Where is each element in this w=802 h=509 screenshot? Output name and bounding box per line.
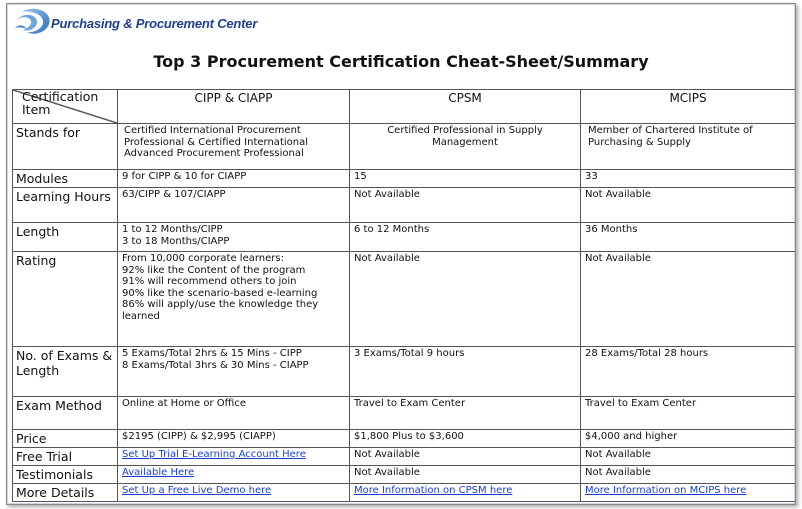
table-cell — [350, 484, 581, 502]
testimonials-link[interactable]: Available Here — [122, 467, 195, 478]
table-cell: Not Available — [350, 252, 581, 347]
row-label: Testimonials — [13, 466, 118, 484]
free-trial-link[interactable]: Set Up Trial E-Learning Account Here — [122, 449, 306, 460]
table-cell: 9 for CIPP & 10 for CIAPP — [118, 170, 350, 188]
logo[interactable] — [13, 6, 273, 40]
table-cell: 6 to 12 Months — [350, 223, 581, 252]
table-cell: Not Available — [581, 188, 796, 223]
table-cell: 33 — [581, 170, 796, 188]
row-label: No. of Exams & Length — [13, 347, 118, 397]
row-label: Rating — [13, 252, 118, 347]
table-cell: Not Available — [350, 466, 581, 484]
column-header-cpsm: CPSM — [350, 90, 581, 124]
row-label: Price — [13, 430, 118, 448]
table-cell: Not Available — [581, 252, 796, 347]
table-cell: Travel to Exam Center — [581, 397, 796, 430]
table-row — [13, 430, 796, 448]
mcips-info-link[interactable]: More Information on MCIPS here — [585, 485, 747, 496]
table-cell — [118, 466, 350, 484]
cpsm-info-link[interactable]: More Information on CPSM here — [354, 485, 513, 496]
row-label: Modules — [13, 170, 118, 188]
row-label: Stands for — [13, 124, 118, 170]
row-label: Free Trial — [13, 448, 118, 466]
table-row — [13, 347, 796, 397]
table-cell: 1 to 12 Months/CIPP 3 to 18 Months/CIAPP — [118, 223, 350, 252]
table-cell: Not Available — [581, 448, 796, 466]
table-row — [13, 170, 796, 188]
table-cell: Certified Professional in Supply Management — [350, 124, 581, 170]
comparison-table — [12, 89, 796, 502]
table-row — [13, 397, 796, 430]
table-cell: $1,800 Plus to $3,600 — [350, 430, 581, 448]
table-cell: Not Available — [350, 448, 581, 466]
table-cell: From 10,000 corporate learners: 92% like the Content of the program 91% will recommend others to join 90% like the scenario-based e-learning 86% will apply/use the knowledge they learned — [118, 252, 350, 347]
table-cell: 28 Exams/Total 28 hours — [581, 347, 796, 397]
table-row — [13, 188, 796, 223]
table-cell: 5 Exams/Total 2hrs & 15 Mins - CIPP 8 Exams/Total 3hrs & 30 Mins - CIAPP — [118, 347, 350, 397]
table-cell: Member of Chartered Institute of Purchasing & Supply — [581, 124, 796, 170]
logo-text: Purchasing & Procurement Center — [51, 15, 258, 31]
free-demo-link[interactable]: Set Up a Free Live Demo here — [122, 485, 272, 496]
table-row — [13, 448, 796, 466]
row-label: Learning Hours — [13, 188, 118, 223]
table-cell: 36 Months — [581, 223, 796, 252]
document-frame — [6, 3, 796, 505]
table-cell: 3 Exams/Total 9 hours — [350, 347, 581, 397]
table-row — [13, 124, 796, 170]
table-cell — [581, 484, 796, 502]
table-header-row — [13, 90, 796, 124]
table-cell: Travel to Exam Center — [350, 397, 581, 430]
corner-label: Certification Item — [22, 89, 99, 117]
table-cell — [118, 448, 350, 466]
table-cell: Not Available — [350, 188, 581, 223]
table-row — [13, 223, 796, 252]
column-header-mcips: MCIPS — [581, 90, 796, 124]
table-cell: 15 — [350, 170, 581, 188]
table-cell: $4,000 and higher — [581, 430, 796, 448]
table-cell: Online at Home or Office — [118, 397, 350, 430]
column-header-cipp: CIPP & CIAPP — [118, 90, 350, 124]
row-label: More Details — [13, 484, 118, 502]
table-row — [13, 252, 796, 347]
page-title: Top 3 Procurement Certification Cheat-Sheet/Summary — [153, 52, 649, 71]
table-cell: Certified International Procurement Professional & Certified International Advanced Procurement Professional — [118, 124, 350, 170]
table-cell: Not Available — [581, 466, 796, 484]
corner-header-cell — [13, 90, 118, 124]
row-label: Length — [13, 223, 118, 252]
table-cell — [118, 484, 350, 502]
table-row — [13, 466, 796, 484]
table-row — [13, 484, 796, 502]
row-label: Exam Method — [13, 397, 118, 430]
table-cell: 63/CIPP & 107/CIAPP — [118, 188, 350, 223]
table-cell: $2195 (CIPP) & $2,995 (CIAPP) — [118, 430, 350, 448]
